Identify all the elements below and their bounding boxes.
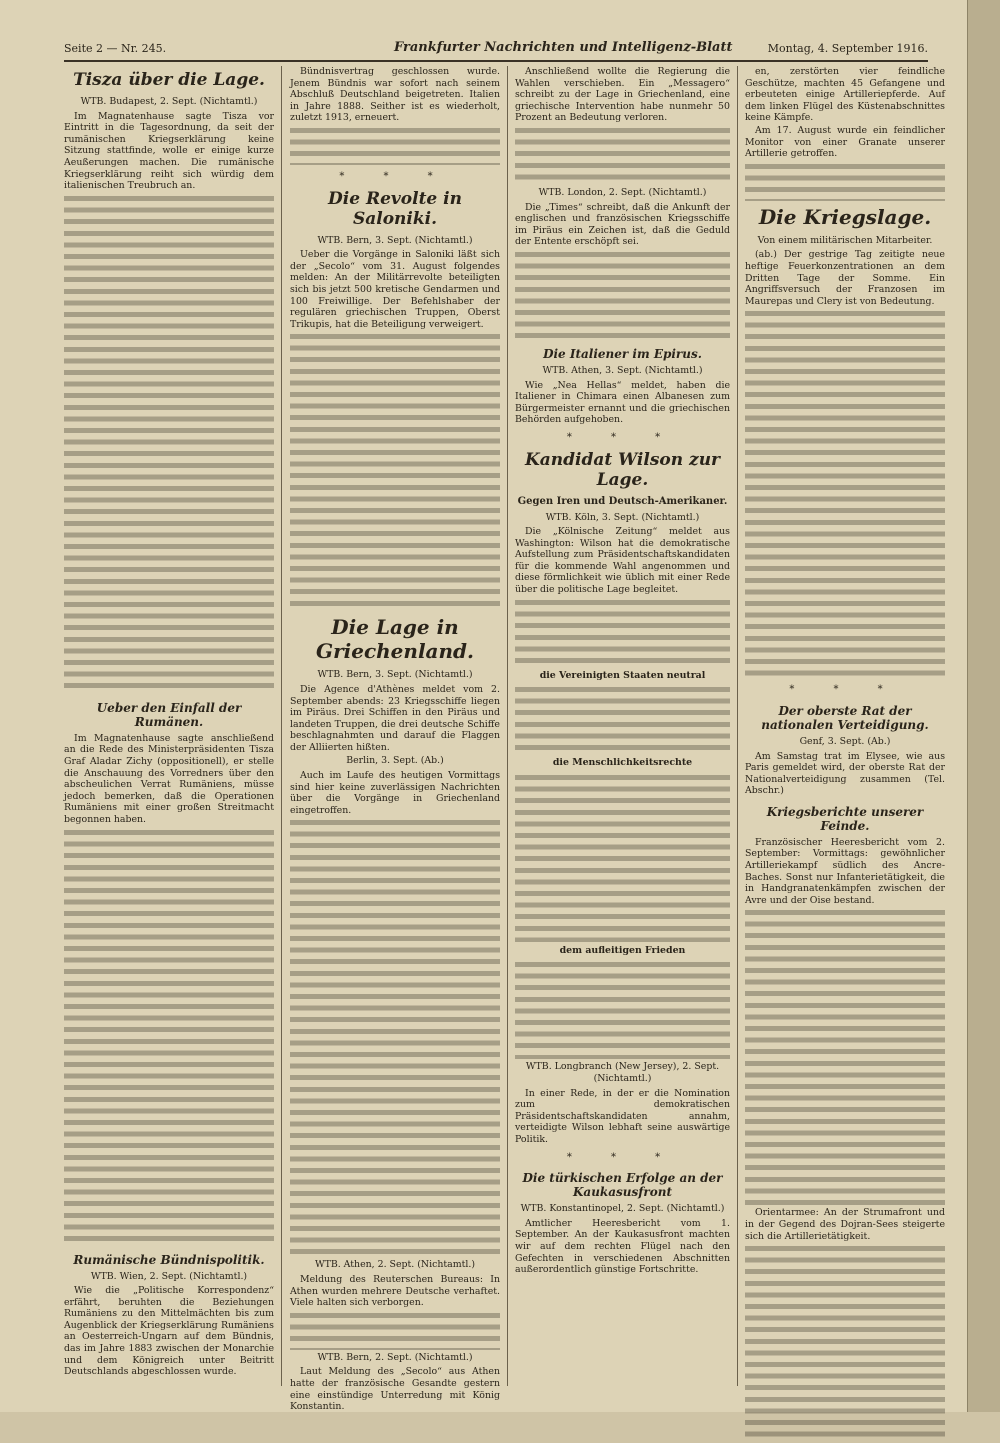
separator-stars: * * *	[566, 431, 679, 443]
page-edge-next-sheet	[967, 0, 1000, 1412]
dateline: WTB. Wien, 2. Sept. (Nichtamtl.)	[90, 1270, 248, 1282]
article-text: Meldung des Reuterschen Bureaus: In Athen wurden mehrere Deutsche verhaftet. Viele halten sich verborgen.	[290, 1274, 500, 1309]
article-text: Laut Meldung des „Secolo“ aus Athen hatte der französische Gesandte gestern eine einstündige Unterredung mit König Konstantin.	[290, 1366, 500, 1413]
dateline: WTB. Athen, 3. Sept. (Nichtamtl.)	[542, 364, 703, 376]
article-text: Wie „Nea Hellas“ meldet, haben die Italiener in Chimara einen Albanesen zum Bürgermeister ernannt und die griechischen Behörden aufgehoben.	[515, 379, 730, 426]
article-text: Am 17. August wurde ein feindlicher Monitor von einer Granate unserer Artillerie getroffen.	[745, 124, 945, 160]
page-number: Seite 2 — Nr. 245.	[64, 42, 167, 55]
dateline: WTB. Budapest, 2. Sept. (Nichtamtl.)	[80, 96, 258, 107]
headline-griechenland: Die Lage in Griechenland.	[316, 615, 474, 664]
headline-tisza: Tisza über die Lage.	[73, 70, 265, 90]
column-3	[515, 66, 730, 1386]
article-body-texture	[290, 331, 500, 611]
dateline: WTB. Köln, 3. Sept. (Nichtamtl.)	[545, 511, 700, 523]
article-body-texture	[64, 193, 274, 693]
article-text: (ab.) Der gestrige Tag zeitigte neue heftige Feuerkonzentrationen an dem Dritten Tage der Somme. Ein Angriffsversuch der Franzosen im Maurepas und Clery ist von Bedeutung.	[745, 249, 945, 307]
dateline: Genf, 3. Sept. (Ab.)	[799, 735, 891, 747]
separator-stars: * * *	[789, 684, 901, 696]
article-body-texture	[64, 827, 274, 1245]
column-rule	[507, 66, 508, 1386]
headline-saloniki: Die Revolte in Saloniki.	[328, 188, 462, 229]
article-text: Französischer Heeresbericht vom 2. September: Vormittags: gewöhnlicher Artilleriekampf südlich des Ancre-Baches. Sonst nur Infanterietätigkeit, die in Handgranatenkämpfen zwischen der Avre und der Oise bestand.	[745, 836, 945, 906]
article-body-texture	[515, 597, 730, 667]
dateline: WTB. Bern, 3. Sept. (Nichtamtl.)	[317, 669, 473, 681]
article-text: In einer Rede, in der er die Nomination zum demokratischen Präsidentschaftskandidaten annahm, verteidigte Wilson lebhaft seine auswärtige Politik.	[515, 1087, 730, 1145]
headline-rat: Der oberste Rat der nationalen Verteidigung.	[761, 703, 929, 732]
article-body-texture	[515, 249, 730, 339]
headline-feinde: Kriegsberichte unserer Feinde.	[766, 804, 924, 833]
dateline: WTB. Bern, 2. Sept. (Nichtamtl.)	[317, 1351, 473, 1363]
column-rule	[281, 66, 282, 1386]
column-4	[745, 66, 945, 1386]
article-text: Ueber die Vorgänge in Saloniki läßt sich der „Secolo“ vom 31. August folgendes melden: An der Militärrevolte beteiligten sich bis jetzt 500 kretische Gendarmen und 100 Freiwillige. Der Befehlshaber der regulären griechischen Truppen, Oberst Trikupis, hat die Beteiligung verweigert.	[290, 249, 500, 330]
dateline: WTB. Konstantinopel, 2. Sept. (Nichtamtl.)	[520, 1203, 725, 1215]
headline-kaukasus: Die türkischen Erfolge an der Kaukasusfront	[522, 1171, 723, 1200]
separator-stars: * * *	[566, 1151, 679, 1163]
article-text: Bündnisvertrag geschlossen wurde. Jenem Bündnis war sofort nach seinem Abschluß Deutschland beigetreten. Italien in Jahre 1888. Seither ist es wiederholt, zuletzt 1913, erneuert.	[290, 66, 500, 124]
article-body-texture	[745, 308, 945, 678]
inline-subhead: dem aufleitigen Frieden	[559, 944, 686, 956]
headline-einfall: Ueber den Einfall der Rumänen.	[96, 700, 242, 729]
issue-date: Montag, 4. September 1916.	[767, 42, 928, 55]
article-body-texture	[290, 817, 500, 1257]
article-body-texture	[290, 1310, 500, 1350]
article-text: Orientarmee: An der Strumafront und in der Gegend des Dojran-Sees steigerte sich die Artillerietätigkeit.	[745, 1207, 945, 1242]
headline-wilson: Kandidat Wilson zur Lage.	[524, 449, 721, 490]
headline-kriegslage: Die Kriegslage.	[758, 204, 932, 229]
article-text: Anschließend wollte die Regierung die Wahlen verschieben. Ein „Messagero“ schreibt zu der Lage in Griechenland, eine griechische Intervention habe nunmehr 50 Prozent an Bedeutung verloren.	[515, 66, 730, 124]
article-text: Die „Times“ schreibt, daß die Ankunft der englischen und französischen Kriegsschiffe im Piräus ein Zeichen ist, daß die Geduld der Entente erschöpft sei.	[515, 201, 730, 248]
article-body-texture	[515, 772, 730, 942]
article-body-texture	[745, 161, 945, 201]
article-text: Amtlicher Heeresbericht vom 1. September. An der Kaukasusfront machten wir auf dem rechten Flügel nach den Gefechten in verschiedenen Abschnitten außerordentlich günstige Fortschritte.	[515, 1217, 730, 1276]
article-body-texture	[515, 959, 730, 1059]
article-text: Wie die „Politische Korrespondenz“ erfährt, beruhten die Beziehungen Rumäniens zu den Mittelmächten bis zum Augenblick der Kriegserklärung Rumäniens an Oesterreich-Ungarn auf dem Bündnis, das im Jahre 1883 zwischen der Monarchie und dem Königreich unter Beitritt Deutschlands abgeschlossen wurde.	[64, 1285, 274, 1378]
inline-subhead: die Menschlichkeitsrechte	[552, 757, 693, 769]
article-body-texture	[745, 1243, 945, 1443]
author-line: Von einem militärischen Mitarbeiter.	[757, 234, 933, 246]
article-body-texture	[745, 907, 945, 1207]
article-body-texture	[290, 125, 500, 165]
subheadline-wilson: Gegen Iren und Deutsch-Amerikaner.	[517, 495, 728, 507]
headline-buendnis: Rumänische Bündnispolitik.	[73, 1252, 265, 1267]
dateline: WTB. Longbranch (New Jersey), 2. Sept. (Nichtamtl.)	[525, 1061, 720, 1085]
article-text: en, zerstörten vier feindliche Geschütze, machten 45 Gefangene und erbeuteten einige Artilleriepferde. Auf dem linken Flügel des Küstenabschnittes keine Kämpfe.	[745, 66, 945, 124]
inline-subhead: die Vereinigten Staaten neutral	[539, 669, 706, 681]
article-text: Im Magnatenhause sagte Tisza vor Eintritt in die Tagesordnung, da seit der rumänischen Kriegserklärung keine Sitzung stattfinde, wolle er einige kurze Aeußerungen machen. Die rumänische Kriegserklärung reiht sich würdig dem italienischen Treubruch an.	[64, 110, 274, 192]
column-1	[64, 66, 274, 1386]
dateline: WTB. Athen, 2. Sept. (Nichtamtl.)	[314, 1259, 476, 1271]
article-text: Auch im Laufe des heutigen Vormittags sind hier keine zuverlässigen Nachrichten über die Vorgänge in Griechenland eingetroffen.	[290, 770, 500, 816]
column-2	[290, 66, 500, 1413]
article-text: Die „Kölnische Zeitung“ meldet aus Washington: Wilson hat die demokratische Aufstellung zum Präsidentschaftskandidaten für die kommende Wahl angenommen und diese förmlichkeit wie üblich mit einer Rede über die politische Lage begleitet.	[515, 526, 730, 596]
article-text: Am Samstag trat im Elysee, wie aus Paris gemeldet wird, der oberste Rat der Nationalverteidigung zusammen (Tel. Abschr.)	[745, 750, 945, 797]
dateline: WTB. Bern, 3. Sept. (Nichtamtl.)	[317, 234, 473, 246]
dateline: WTB. London, 2. Sept. (Nichtamtl.)	[538, 186, 707, 198]
newspaper-title: Frankfurter Nachrichten und Intelligenz-Blatt	[394, 40, 733, 55]
headline-epirus: Die Italiener im Epirus.	[543, 346, 702, 361]
separator-stars: * * *	[339, 170, 451, 182]
article-text: Die Agence d'Athènes meldet vom 2. September abends: 23 Kriegsschiffe liegen im Piräus. Drei Schiffen in den Piräus und landeten Truppen, die drei deutsche Schiffe beschlagnahmten und darauf die Flaggen der Alliierten hißten.	[290, 683, 500, 753]
column-rule	[737, 66, 738, 1386]
page-header	[64, 40, 928, 62]
article-body-texture	[515, 684, 730, 754]
article-body-texture	[515, 125, 730, 185]
article-text: Im Magnatenhause sagte anschließend an die Rede des Ministerpräsidenten Tisza Graf Aladar Zichy (oppositionell), er stelle die Anschauung des Vorredners über den abscheulichen Verrat Rumäniens, müsse jedoch bemerken, daß die Operationen Rumäniens mit einer großen Streitmacht begonnen haben.	[64, 732, 274, 825]
dateline: Berlin, 3. Sept. (Ab.)	[346, 755, 444, 767]
